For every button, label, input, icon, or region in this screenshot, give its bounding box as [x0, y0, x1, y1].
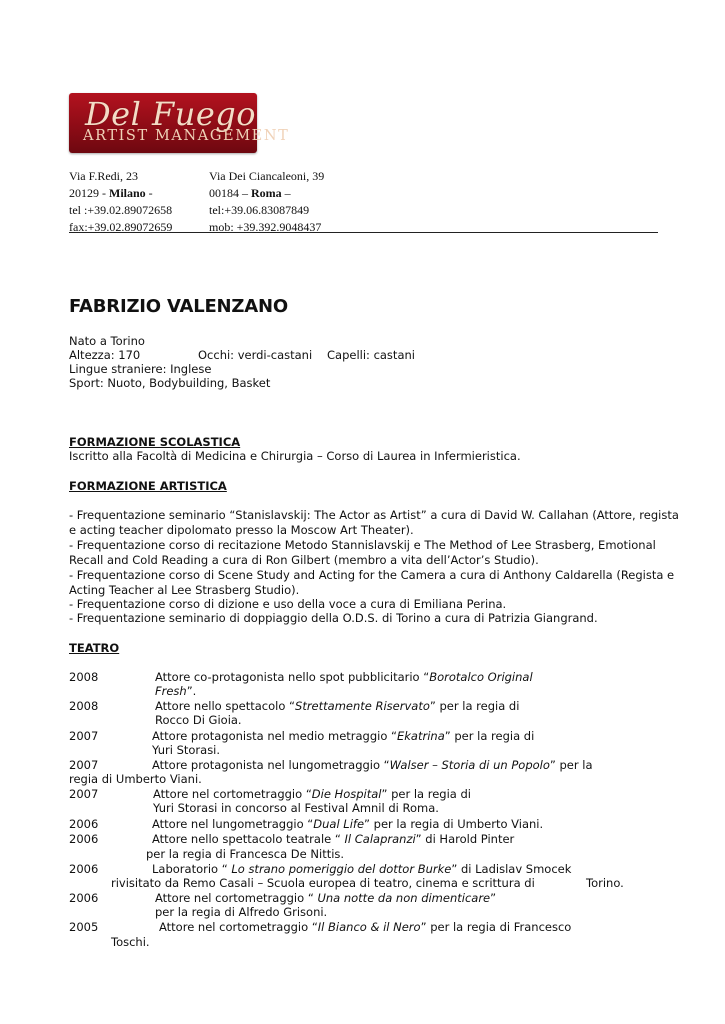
education-heading: FORMAZIONE SCOLASTICA	[69, 435, 241, 449]
entry-year: 2007	[69, 787, 99, 801]
hair-color: Capelli: castani	[327, 348, 415, 362]
entry-continuation: regia di Umberto Viani.	[69, 772, 202, 786]
entry-continuation: Fresh”.	[155, 684, 197, 698]
training-line: Recall and Cold Reading a cura di Ron Gilbert (membro a vita dell’Actor’s Studio).	[69, 553, 539, 567]
actor-name: FABRIZIO VALENZANO	[69, 296, 288, 317]
entry-continuation: Yuri Storasi in concorso al Festival Amnil di Roma.	[153, 801, 439, 815]
entry-continuation-city: Torino.	[586, 876, 624, 890]
entry-year: 2006	[69, 817, 99, 831]
height: Altezza: 170	[69, 348, 141, 362]
logo-brand: Del Fuego	[85, 95, 256, 133]
training-line: - Frequentazione seminario “Stanislavskij: The Actor as Artist” a cura di David W. Callahan (Attore, regista	[69, 508, 679, 522]
entry-year: 2005	[69, 920, 99, 934]
entry-year: 2008	[69, 699, 99, 713]
entry-description: Attore nel cortometraggio “Il Bianco & il Nero” per la regia di Francesco	[159, 920, 572, 934]
entry-description: Attore nel lungometraggio “Dual Life” per la regia di Umberto Viani.	[152, 817, 544, 831]
entry-description: Attore nel cortometraggio “ Una notte da non dimenticare”	[155, 891, 497, 905]
milano-street: Via F.Redi, 23	[69, 169, 138, 183]
entry-description: Attore protagonista nel lungometraggio “Walser – Storia di un Popolo” per la	[152, 758, 593, 772]
entry-year: 2006	[69, 862, 99, 876]
entry-continuation: per la regia di Francesca De Nittis.	[146, 847, 345, 861]
roma-city-line: 00184 – Roma –	[209, 186, 291, 200]
training-line: - Frequentazione corso di Scene Study and Acting for the Camera a cura di Anthony Caldarella (Regista e	[69, 568, 675, 582]
entry-continuation: Yuri Storasi.	[152, 743, 221, 757]
theatre-heading: TEATRO	[69, 641, 120, 655]
training-line: - Frequentazione seminario di doppiaggio della O.D.S. di Torino a cura di Patrizia Giangrand.	[69, 611, 598, 625]
training-line: Acting Teacher al Lee Strasberg Studio).	[69, 583, 300, 597]
entry-description: Attore nel cortometraggio “Die Hospital” per la regia di	[153, 787, 471, 801]
entry-year: 2007	[69, 758, 99, 772]
entry-description: Attore nello spettacolo “Strettamente Riservato” per la regia di	[155, 699, 520, 713]
training-heading: FORMAZIONE ARTISTICA	[69, 479, 227, 493]
entry-description: Attore protagonista nel medio metraggio “Ekatrina” per la regia di	[152, 729, 535, 743]
milano-tel: tel :+39.02.89072658	[69, 203, 173, 217]
logo-tagline: ARTIST MANAGEMENT	[83, 128, 290, 144]
entry-year: 2006	[69, 832, 99, 846]
training-line: - Frequentazione corso di dizione e uso della voce a cura di Emiliana Perina.	[69, 597, 507, 611]
roma-mob: mob: +39.392.9048437	[209, 220, 322, 234]
roma-tel: tel:+39.06.83087849	[209, 203, 310, 217]
office-milano	[69, 168, 172, 236]
languages: Lingue straniere: Inglese	[69, 362, 212, 376]
roma-street: Via Dei Ciancaleoni, 39	[209, 169, 325, 183]
milano-fax: fax:+39.02.89072659	[69, 220, 173, 234]
header-divider	[69, 232, 658, 233]
agency-logo	[69, 93, 290, 153]
birthplace: Nato a Torino	[69, 334, 145, 348]
training-line: - Frequentazione corso di recitazione Metodo Stannislavskij e The Method of Lee Strasberg, Emotional	[69, 538, 656, 552]
entry-description: Laboratorio “ Lo strano pomeriggio del dottor Burke” di Ladislav Smocek	[152, 862, 572, 876]
entry-continuation: Toschi.	[111, 935, 150, 949]
entry-description: Attore nello spettacolo teatrale “ Il Calapranzi” di Harold Pinter	[152, 832, 515, 846]
entry-continuation: rivisitato da Remo Casali – Scuola europea di teatro, cinema e scrittura di	[111, 876, 535, 890]
milano-city-line: 20129 - Milano -	[69, 186, 153, 200]
education-text: Iscritto alla Facoltà di Medicina e Chirurgia – Corso di Laurea in Infermieristica.	[69, 449, 521, 463]
entry-description: Attore co-protagonista nello spot pubblicitario “Borotalco Original	[155, 670, 533, 684]
sports: Sport: Nuoto, Bodybuilding, Basket	[69, 376, 271, 390]
entry-continuation: Rocco Di Gioia.	[155, 713, 242, 727]
office-roma	[209, 168, 324, 236]
entry-year: 2006	[69, 891, 99, 905]
entry-year: 2007	[69, 729, 99, 743]
eye-color: Occhi: verdi-castani	[198, 348, 313, 362]
entry-year: 2008	[69, 670, 99, 684]
training-line: e acting teacher dipolomato presso la Moscow Art Theater).	[69, 523, 414, 537]
entry-continuation: per la regia di Alfredo Grisoni.	[155, 905, 328, 919]
